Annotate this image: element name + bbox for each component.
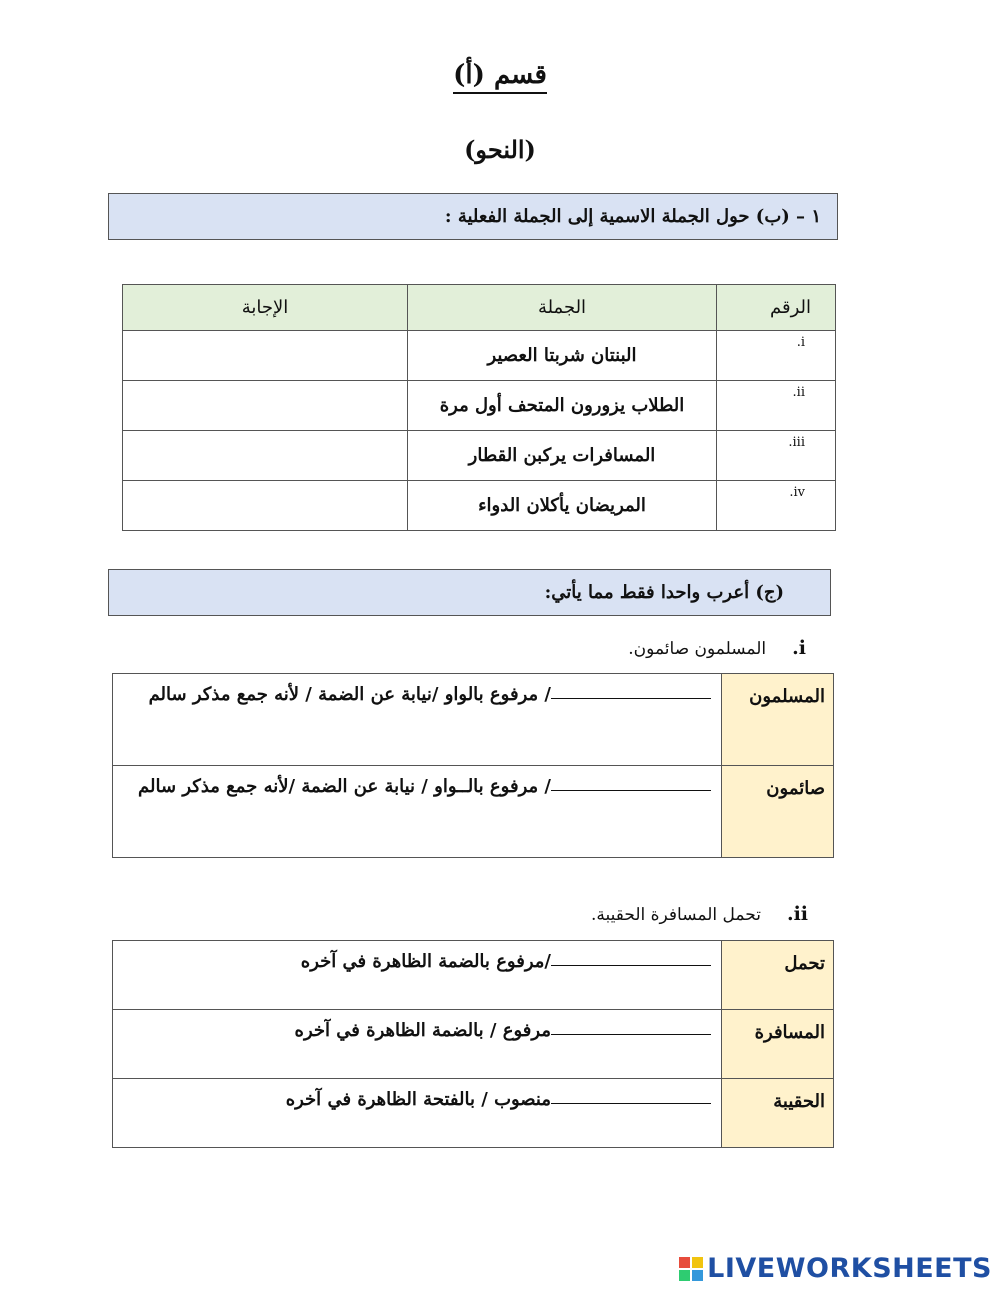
answer-blank[interactable] <box>551 789 711 791</box>
answer-cell[interactable]: / مرفوع بالواو /نيابة عن الضمة / لأنه جمع مذكر سالم <box>113 674 722 766</box>
logo-blocks-icon <box>679 1257 703 1281</box>
answer-cell[interactable] <box>123 331 408 381</box>
table-row <box>123 481 836 531</box>
question-2-prompt: (ج) أعرب واحدا فقط مما يأتي: <box>108 569 831 616</box>
word-cell: صائمون <box>722 766 834 858</box>
column-header-number: الرقم <box>717 285 836 331</box>
word-cell: الحقيبة <box>722 1079 834 1148</box>
parsing-table-2 <box>112 940 834 1148</box>
answer-blank[interactable] <box>551 697 711 699</box>
row-number: ii. <box>717 381 836 431</box>
logo-block <box>679 1257 690 1268</box>
row-sentence: المسافرات يركبن القطار <box>408 431 717 481</box>
answer-blank[interactable] <box>551 1102 711 1104</box>
page-title: قسم (أ) <box>0 60 1000 90</box>
row-sentence: المريضان يأكلان الدواء <box>408 481 717 531</box>
logo-block <box>692 1270 703 1281</box>
column-header-answer: الإجابة <box>123 285 408 331</box>
answer-cell[interactable] <box>123 431 408 481</box>
answer-cell[interactable] <box>123 381 408 431</box>
parsing-table-1 <box>112 673 834 858</box>
conversion-table <box>122 284 836 531</box>
table-row <box>123 331 836 381</box>
column-header-sentence: الجملة <box>408 285 717 331</box>
answer-cell[interactable]: / مرفوع بالــواو / نيابة عن الضمة /لأنه جمع مذكر سالم <box>113 766 722 858</box>
logo-block <box>692 1257 703 1268</box>
answer-blank[interactable] <box>551 964 711 966</box>
section-subtitle: (النحو) <box>464 135 536 164</box>
liveworksheets-logo[interactable] <box>679 1253 992 1284</box>
question-1-prompt: ١ – (ب) حول الجملة الاسمية إلى الجملة الفعلية : <box>108 193 838 240</box>
row-number: iv. <box>717 481 836 531</box>
word-cell: المسافرة <box>722 1010 834 1079</box>
word-cell: المسلمون <box>722 674 834 766</box>
table-row <box>113 941 834 1010</box>
logo-block <box>679 1270 690 1281</box>
table-row <box>123 381 836 431</box>
row-sentence: البنتان شربتا العصير <box>408 331 717 381</box>
answer-cell[interactable]: منصوب / بالفتحة الظاهرة في آخره <box>113 1079 722 1148</box>
answer-cell[interactable] <box>123 481 408 531</box>
table-header-row <box>123 285 836 331</box>
table-row <box>123 431 836 481</box>
item-1-label: i.المسلمون صائمون. <box>628 637 806 659</box>
table-row <box>113 766 834 858</box>
answer-cell[interactable]: مرفوع / بالضمة الظاهرة في آخره <box>113 1010 722 1079</box>
row-number: i. <box>717 331 836 381</box>
answer-blank[interactable] <box>551 1033 711 1035</box>
row-sentence: الطلاب يزورون المتحف أول مرة <box>408 381 717 431</box>
item-2-label: ii.تحمل المسافرة الحقيبة. <box>590 903 808 925</box>
table-row <box>113 1010 834 1079</box>
word-cell: تحمل <box>722 941 834 1010</box>
table-row <box>113 674 834 766</box>
answer-cell[interactable]: /مرفوع بالضمة الظاهرة في آخره <box>113 941 722 1010</box>
brand-name: LIVEWORKSHEETS <box>707 1253 992 1284</box>
row-number: iii. <box>717 431 836 481</box>
table-row <box>113 1079 834 1148</box>
